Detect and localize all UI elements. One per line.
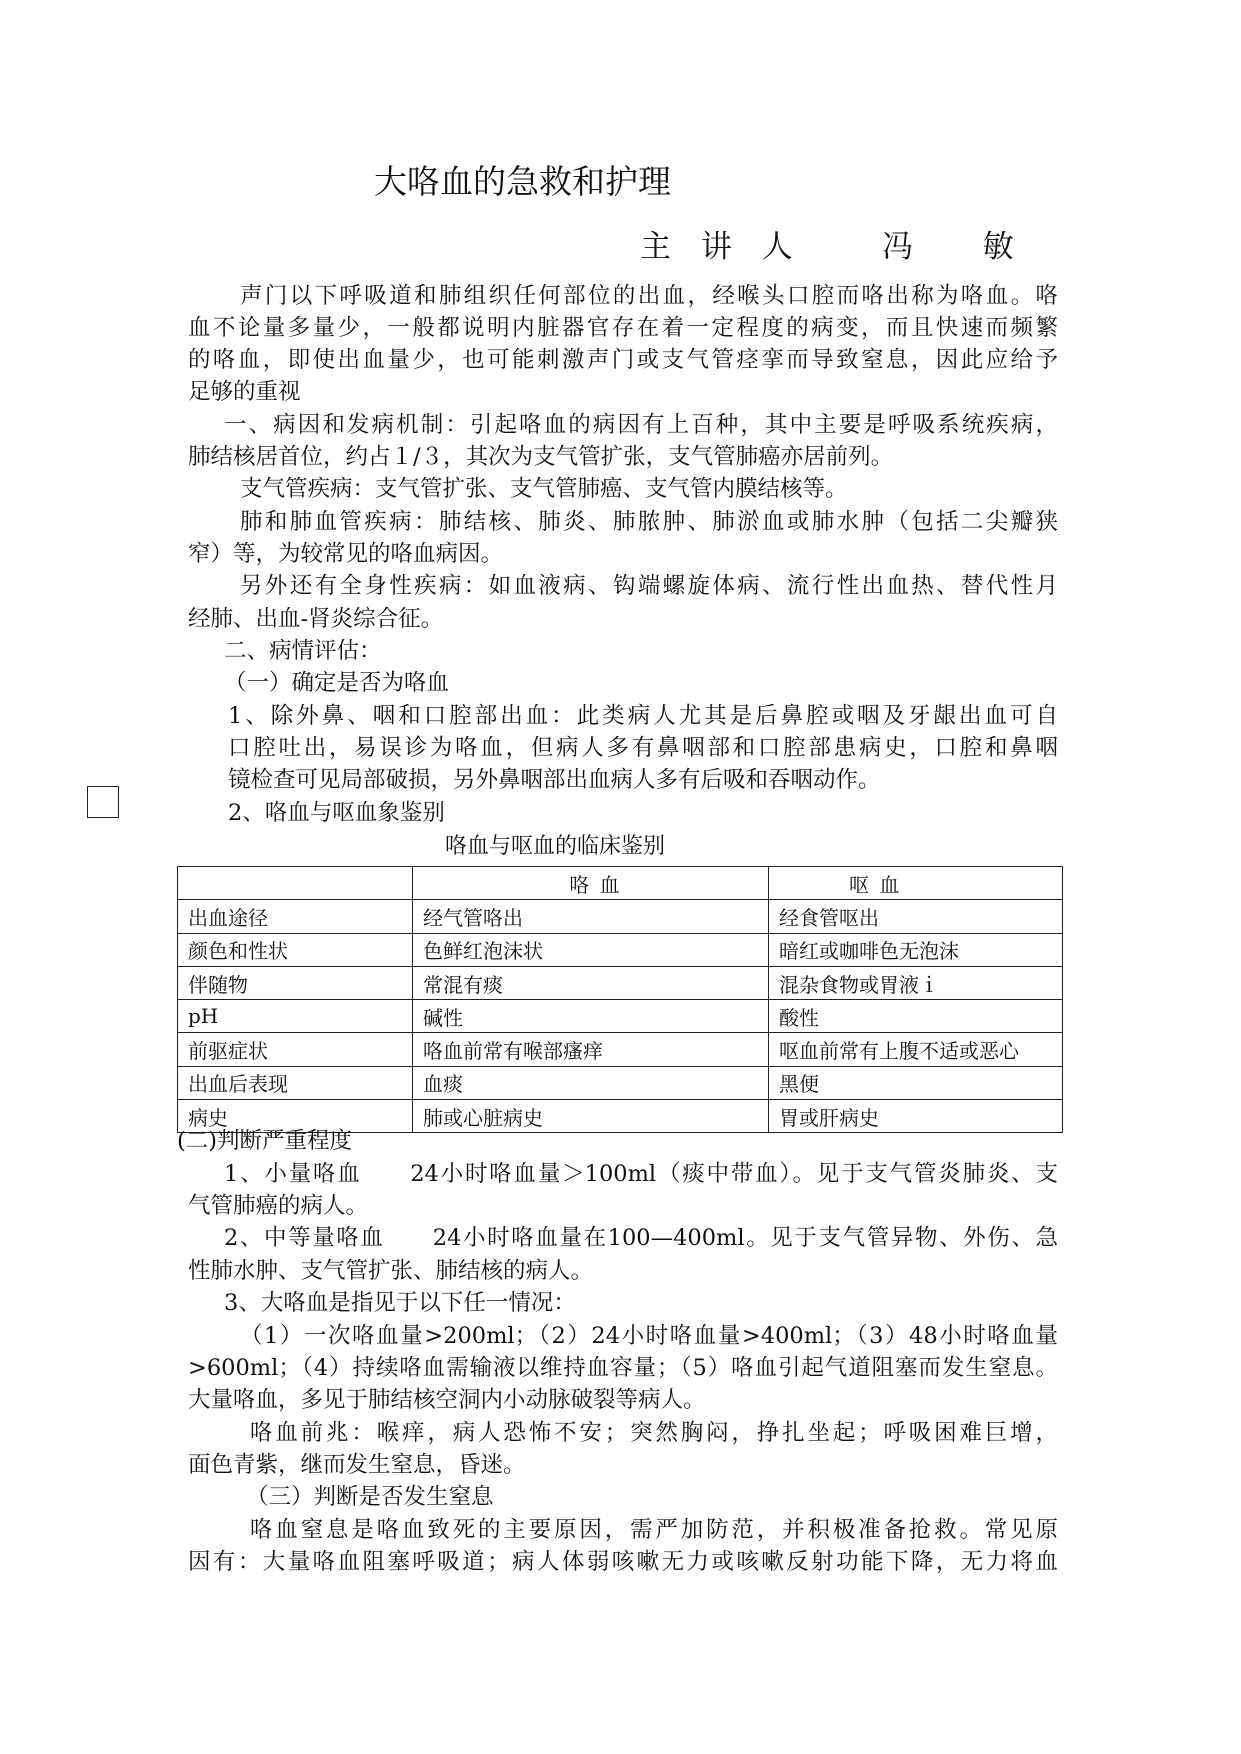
- paragraph-line: （1）一次咯血量>200ml；（2）24小时咯血量>400ml；（3）48小时咯血量: [240, 1323, 1058, 1349]
- table-header-cell: [178, 867, 413, 900]
- table-cell: 肺或心脏病史: [413, 1100, 769, 1133]
- table-row: [178, 966, 1063, 999]
- table-cell: 颜色和性状: [178, 933, 413, 966]
- paragraph-line: 窄）等，为较常见的咯血病因。: [188, 541, 504, 567]
- paragraph-line: 咯血前兆：喉痒，病人恐怖不安；突然胸闷，挣扎坐起；呼吸困难巨增，: [250, 1420, 1058, 1446]
- paragraph-line: 2、咯血与呕血象鉴别: [228, 800, 445, 826]
- table-cell: 经食管呕出: [769, 900, 1063, 933]
- table-cell: 伴随物: [178, 966, 413, 999]
- table-cell: 碱性: [413, 1000, 769, 1033]
- table-cell: 混杂食物或胃液ｉ: [769, 966, 1063, 999]
- section-heading: 二、病情评估：: [224, 638, 382, 664]
- paragraph-line: 支气管疾病：支气管扩张、支气管肺癌、支气管内膜结核等。: [240, 476, 848, 502]
- table-cell: 色鲜红泡沫状: [413, 933, 769, 966]
- table-cell: pH: [178, 1000, 413, 1033]
- table-cell: 胃或肝病史: [769, 1100, 1063, 1133]
- table-cell: 酸性: [769, 1000, 1063, 1033]
- paragraph-line: 气管肺癌的病人。: [188, 1193, 369, 1219]
- paragraph-line: 另外还有全身性疾病：如血液病、钩端螺旋体病、流行性出血热、替代性月: [240, 573, 1058, 599]
- table-header-cell: 呕 血: [769, 867, 1063, 900]
- section-heading: 一、病因和发病机制：引起咯血的病因有上百种，其中主要是呼吸系统疾病，: [224, 412, 1058, 438]
- table-header-cell: 咯 血: [413, 867, 769, 900]
- checkbox[interactable]: [87, 786, 119, 818]
- paragraph-line: 3、大咯血是指见于以下任一情况：: [224, 1290, 576, 1316]
- subsection-heading: （三）判断是否发生窒息: [246, 1484, 494, 1510]
- table-cell: 黑便: [769, 1066, 1063, 1099]
- document-title: 大咯血的急救和护理: [374, 162, 671, 201]
- table-cell: 呕血前常有上腹不适或恶心: [769, 1033, 1063, 1066]
- table-cell: 出血后表现: [178, 1066, 413, 1099]
- paragraph-line: >600ml；（4）持续咯血需输液以维持血容量；（5）咯血引起气道阻塞而发生窒息。: [188, 1355, 1058, 1381]
- paragraph-line: 面色青紫，继而发生窒息，昏迷。: [188, 1452, 526, 1478]
- paragraph-line: 1、除外鼻、咽和口腔部出血：此类病人尤其是后鼻腔或咽及牙龈出血可自: [228, 703, 1058, 729]
- table-row: [178, 1033, 1063, 1066]
- paragraph-line: 镜检查可见局部破损，另外鼻咽部出血病人多有后吸和吞咽动作。: [228, 767, 881, 793]
- paragraph-line: 肺和肺血管疾病：肺结核、肺炎、肺脓肿、肺淤血或肺水肿（包括二尖瓣狭: [240, 509, 1058, 535]
- table-cell: 出血途径: [178, 900, 413, 933]
- table-cell: 血痰: [413, 1066, 769, 1099]
- subsection-heading: (二)判断严重程度: [177, 1128, 353, 1154]
- table-cell: 暗红或咖啡色无泡沫: [769, 933, 1063, 966]
- subsection-heading: （一）确定是否为咯血: [224, 670, 450, 696]
- paragraph-line: 大量咯血，多见于肺结核空洞内小动脉破裂等病人。: [188, 1387, 706, 1413]
- paragraph-line: 性肺水肿、支气管扩张、肺结核的病人。: [188, 1258, 594, 1284]
- table-cell: 病史: [178, 1100, 413, 1133]
- table-row: [178, 1000, 1063, 1033]
- paragraph-line: 的咯血，即使出血量少，也可能刺激声门或支气管痉挛而导致窒息，因此应给予: [188, 347, 1058, 373]
- paragraph-line: 2、中等量咯血 24小时咯血量在100—400ml。见于支气管异物、外伤、急: [224, 1225, 1058, 1251]
- paragraph-line: 咯血窒息是咯血致死的主要原因，需严加防范，并积极准备抢救。常见原: [250, 1517, 1058, 1543]
- table-header-row: [178, 867, 1063, 900]
- paragraph-line: 经肺、出血-肾炎综合征。: [188, 606, 444, 632]
- speaker-line: 主 讲 人 冯 敏: [640, 229, 1024, 265]
- paragraph-line: 肺结核居首位，约占１/３，其次为支气管扩张，支气管肺癌亦居前列。: [188, 444, 894, 470]
- table-row: [178, 933, 1063, 966]
- paragraph-line: 血不论量多量少，一般都说明内脏器官存在着一定程度的病变，而且快速而频繁: [188, 315, 1058, 341]
- paragraph-line: 口腔吐出，易误诊为咯血，但病人多有鼻咽部和口腔部患病史，口腔和鼻咽: [228, 735, 1058, 761]
- paragraph-line: 足够的重视: [188, 379, 301, 405]
- paragraph-line: 因有：大量咯血阻塞呼吸道；病人体弱咳嗽无力或咳嗽反射功能下降，无力将血: [188, 1549, 1058, 1575]
- paragraph-line: 声门以下呼吸道和肺组织任何部位的出血，经喉头口腔而咯出称为咯血。咯: [240, 283, 1058, 309]
- paragraph-line: 1、小量咯血 24小时咯血量＞100ml（痰中带血）。见于支气管炎肺炎、支: [224, 1161, 1058, 1187]
- table-cell: 咯血前常有喉部瘙痒: [413, 1033, 769, 1066]
- comparison-table: [177, 866, 1063, 1133]
- table-caption: 咯血与呕血的临床鉴别: [445, 834, 666, 859]
- table-row: [178, 900, 1063, 933]
- table-cell: 常混有痰: [413, 966, 769, 999]
- table-cell: 前驱症状: [178, 1033, 413, 1066]
- table-row: [178, 1066, 1063, 1099]
- table-cell: 经气管咯出: [413, 900, 769, 933]
